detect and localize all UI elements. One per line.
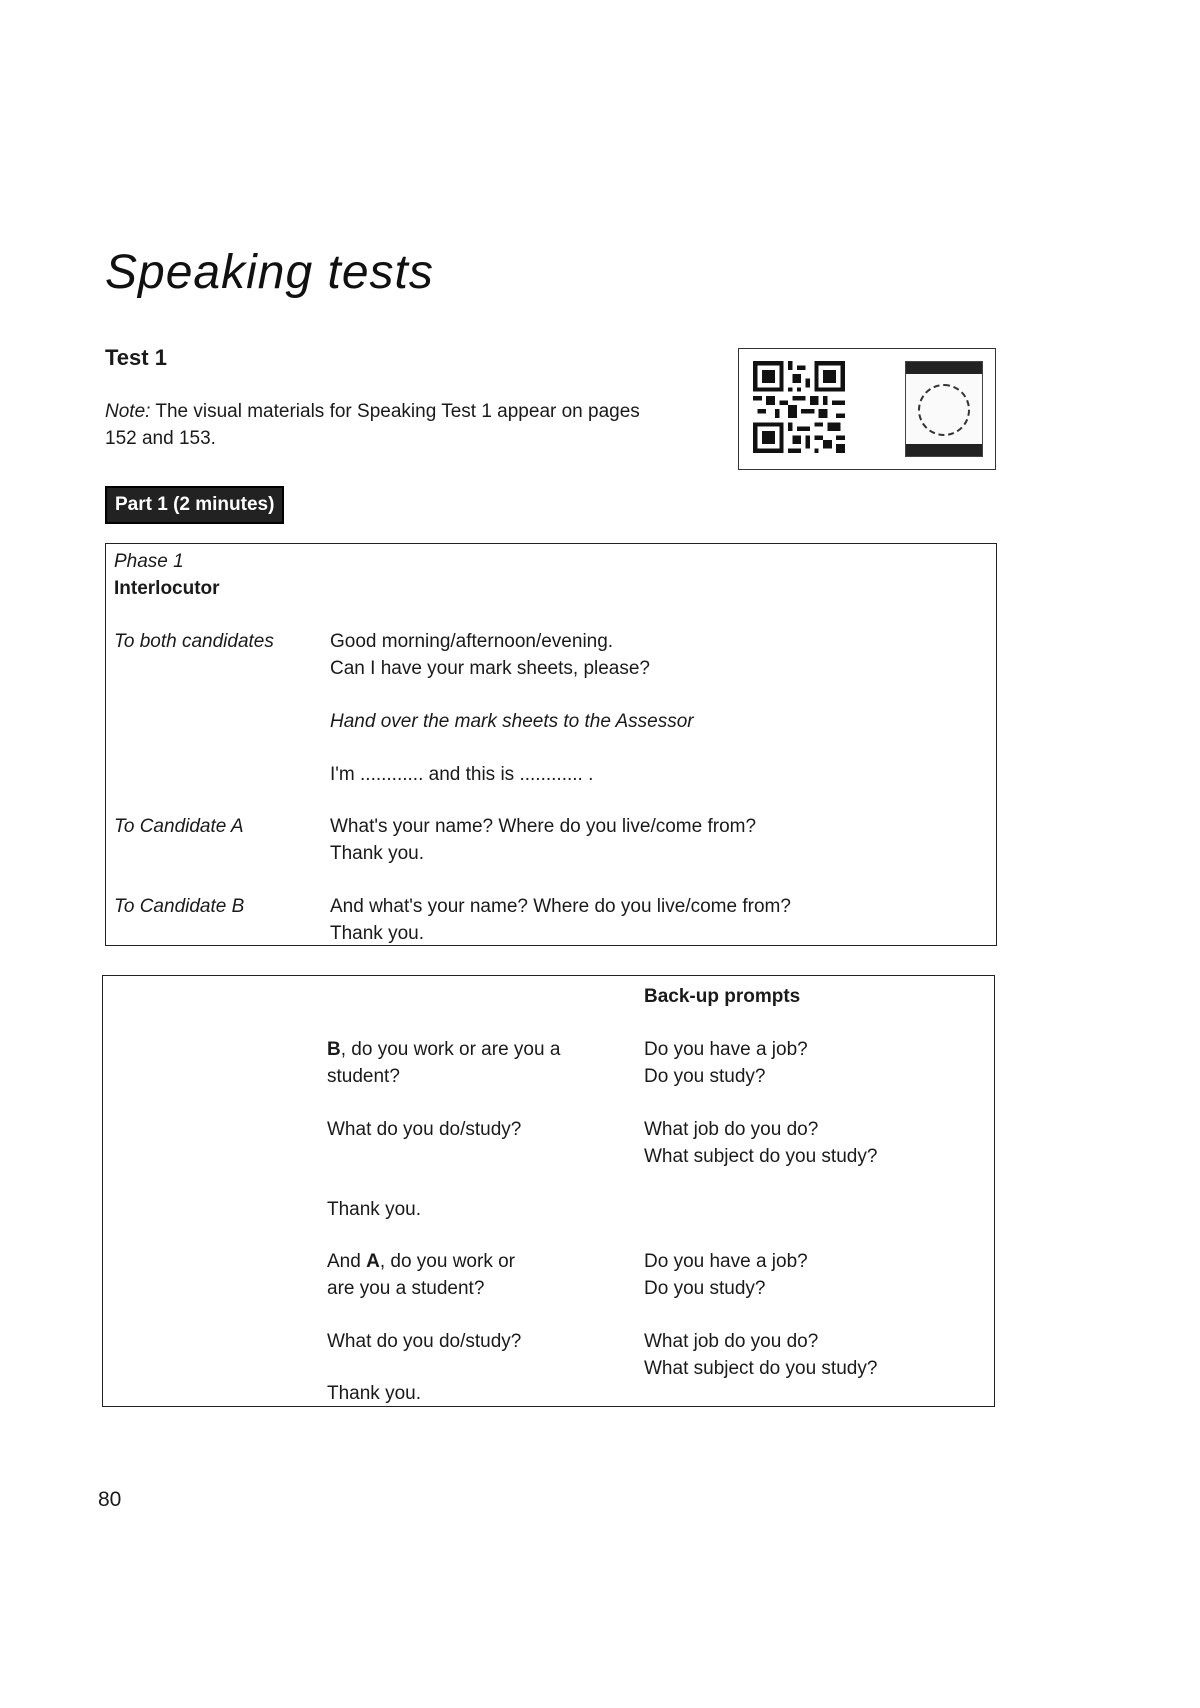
- addressee-label: To Candidate A: [114, 816, 244, 837]
- question-text: , do you work or: [379, 1251, 515, 1272]
- page-title: Speaking tests: [105, 246, 434, 299]
- question-line: are you a student?: [327, 1278, 485, 1299]
- part-label: Part 1 (2 minutes): [105, 486, 284, 524]
- prompt-line: Do you have a job?: [644, 1251, 808, 1272]
- page-number: 80: [98, 1488, 122, 1511]
- backup-prompts-header: Back-up prompts: [644, 986, 801, 1007]
- role-label: Interlocutor: [114, 578, 220, 599]
- questions-box: [102, 975, 995, 1407]
- cover-top-band: [906, 362, 982, 374]
- prompt-line: Do you have a job?: [644, 1039, 808, 1060]
- candidate-name: B: [327, 1039, 341, 1060]
- prompt-line: Do you study?: [644, 1066, 766, 1087]
- script-line: Thank you.: [330, 923, 424, 944]
- script-line: What's your name? Where do you live/come from?: [330, 816, 757, 837]
- script-line: I'm ............ and this is ............ .: [330, 764, 594, 785]
- script-line: And what's your name? Where do you live/come from?: [330, 896, 791, 917]
- prompt-line: What job do you do?: [644, 1119, 819, 1140]
- addressee-label: To Candidate B: [114, 896, 245, 917]
- qr-code-icon: [753, 361, 845, 453]
- qr-panel: [738, 348, 996, 470]
- stage-direction: Hand over the mark sheets to the Assessor: [330, 711, 694, 732]
- question-text: , do you work or are you a: [340, 1039, 561, 1060]
- question-line: What do you do/study?: [327, 1331, 522, 1352]
- note: [105, 398, 665, 452]
- prompt-line: What subject do you study?: [644, 1146, 878, 1167]
- script-line: Thank you.: [330, 843, 424, 864]
- note-label: Note:: [105, 401, 151, 422]
- question-line: Thank you.: [327, 1199, 421, 1220]
- question-line: What do you do/study?: [327, 1119, 522, 1140]
- prompt-line: What job do you do?: [644, 1331, 819, 1352]
- question-line: [327, 1248, 515, 1275]
- question-line: Thank you.: [327, 1383, 421, 1404]
- phase-label: Phase 1: [114, 551, 184, 572]
- script-line: Can I have your mark sheets, please?: [330, 658, 651, 679]
- test-heading: Test 1: [105, 345, 167, 370]
- interlocutor-script-box: [105, 543, 997, 946]
- cover-bottom-band: [906, 444, 982, 456]
- note-text: The visual materials for Speaking Test 1 appear on pages 152 and 153.: [105, 401, 640, 449]
- addressee-label: To both candidates: [114, 631, 274, 652]
- candidate-name: A: [366, 1251, 380, 1272]
- globe-icon: [918, 384, 970, 436]
- script-line: Good morning/afternoon/evening.: [330, 631, 614, 652]
- question-text: And: [327, 1251, 367, 1272]
- prompt-line: What subject do you study?: [644, 1358, 878, 1379]
- question-line: student?: [327, 1066, 400, 1087]
- question-line: [327, 1036, 560, 1063]
- book-cover-thumbnail: [905, 361, 983, 457]
- prompt-line: Do you study?: [644, 1278, 766, 1299]
